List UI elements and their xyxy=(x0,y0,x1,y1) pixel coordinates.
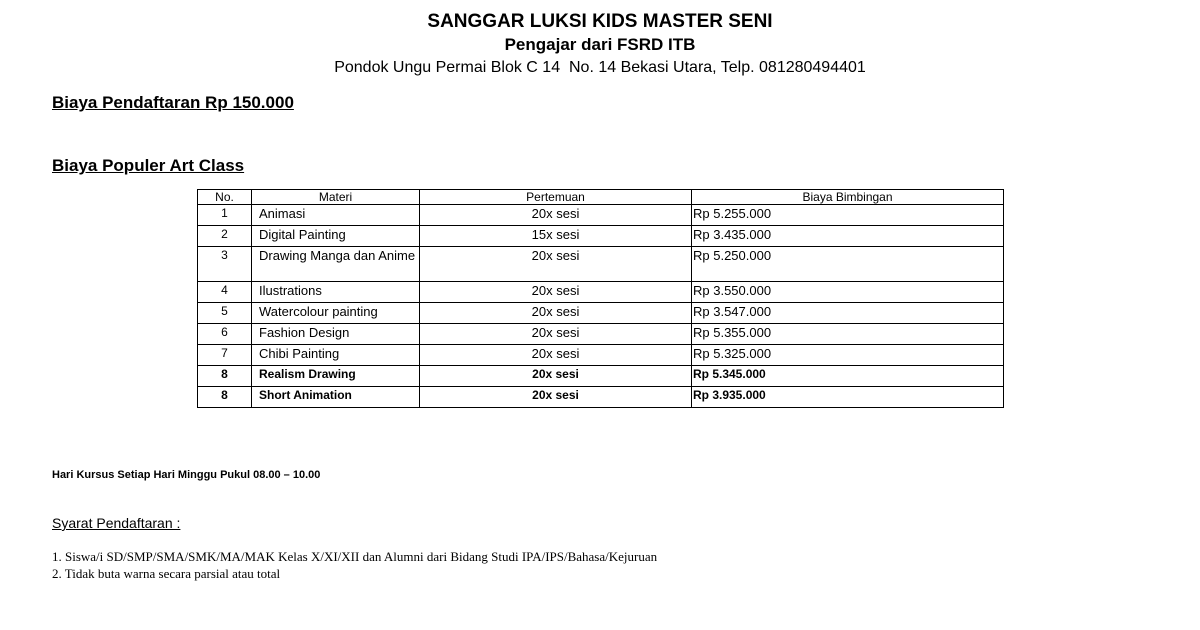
row-materi: Chibi Painting xyxy=(252,345,420,366)
document-header xyxy=(0,10,1200,78)
row-biaya: Rp 5.325.000 xyxy=(692,345,1004,366)
row-materi: Short Animation xyxy=(252,387,420,408)
row-materi: Fashion Design xyxy=(252,324,420,345)
table-row xyxy=(198,387,1004,408)
row-pertemuan: 20x sesi xyxy=(420,303,692,324)
section-title: Biaya Populer Art Class xyxy=(52,156,245,175)
row-no: 6 xyxy=(198,324,252,345)
row-no: 1 xyxy=(198,205,252,226)
row-materi: Realism Drawing xyxy=(252,366,420,387)
row-materi: Ilustrations xyxy=(252,282,420,303)
row-biaya: Rp 5.255.000 xyxy=(692,205,1004,226)
row-materi: Drawing Manga dan Anime xyxy=(252,247,420,282)
row-pertemuan: 20x sesi xyxy=(420,387,692,408)
table-row xyxy=(198,205,1004,226)
table-row xyxy=(198,324,1004,345)
row-no: 4 xyxy=(198,282,252,303)
studio-name: SANGGAR LUKSI KIDS MASTER SENI xyxy=(427,11,773,32)
requirements-title: Syarat Pendaftaran : xyxy=(52,515,181,531)
row-pertemuan: 20x sesi xyxy=(420,324,692,345)
row-biaya: Rp 3.550.000 xyxy=(692,282,1004,303)
row-biaya: Rp 3.935.000 xyxy=(692,387,1004,408)
row-no: 7 xyxy=(198,345,252,366)
row-materi: Animasi xyxy=(252,205,420,226)
table-row xyxy=(198,282,1004,303)
studio-tagline: Pengajar dari FSRD ITB xyxy=(504,35,696,54)
table-row xyxy=(198,366,1004,387)
header-no: No. xyxy=(198,190,252,205)
row-pertemuan: 20x sesi xyxy=(420,205,692,226)
registration-fee: Biaya Pendaftaran Rp 150.000 xyxy=(52,93,294,112)
row-pertemuan: 15x sesi xyxy=(420,226,692,247)
row-pertemuan: 20x sesi xyxy=(420,366,692,387)
table-row xyxy=(198,303,1004,324)
row-no: 8 xyxy=(198,387,252,408)
list-item: 1. Siswa/i SD/SMP/SMA/SMK/MA/MAK Kelas X/XI/XII dan Alumni dari Bidang Studi IPA/IPS/Bahasa/Kejuruan xyxy=(52,549,658,564)
price-table xyxy=(197,189,1004,408)
row-biaya: Rp 5.355.000 xyxy=(692,324,1004,345)
row-materi: Watercolour painting xyxy=(252,303,420,324)
header-materi: Materi xyxy=(252,190,420,205)
row-pertemuan: 20x sesi xyxy=(420,345,692,366)
row-biaya: Rp 5.250.000 xyxy=(692,247,1004,282)
row-pertemuan: 20x sesi xyxy=(420,247,692,282)
row-no: 3 xyxy=(198,247,252,282)
table-row xyxy=(198,226,1004,247)
header-pertemuan: Pertemuan xyxy=(420,190,692,205)
list-item: 2. Tidak buta warna secara parsial atau total xyxy=(52,566,281,581)
row-biaya: Rp 3.547.000 xyxy=(692,303,1004,324)
row-no: 8 xyxy=(198,366,252,387)
row-no: 5 xyxy=(198,303,252,324)
requirements-list xyxy=(52,548,657,582)
row-biaya: Rp 3.435.000 xyxy=(692,226,1004,247)
table-header-row xyxy=(198,190,1004,205)
table-row xyxy=(198,345,1004,366)
row-pertemuan: 20x sesi xyxy=(420,282,692,303)
studio-address: Pondok Ungu Permai Blok C 14 No. 14 Bekasi Utara, Telp. 081280494401 xyxy=(334,59,866,76)
header-biaya: Biaya Bimbingan xyxy=(692,190,1004,205)
row-materi: Digital Painting xyxy=(252,226,420,247)
course-schedule: Hari Kursus Setiap Hari Minggu Pukul 08.00 – 10.00 xyxy=(52,469,321,481)
row-biaya: Rp 5.345.000 xyxy=(692,366,1004,387)
row-no: 2 xyxy=(198,226,252,247)
table-row xyxy=(198,247,1004,282)
